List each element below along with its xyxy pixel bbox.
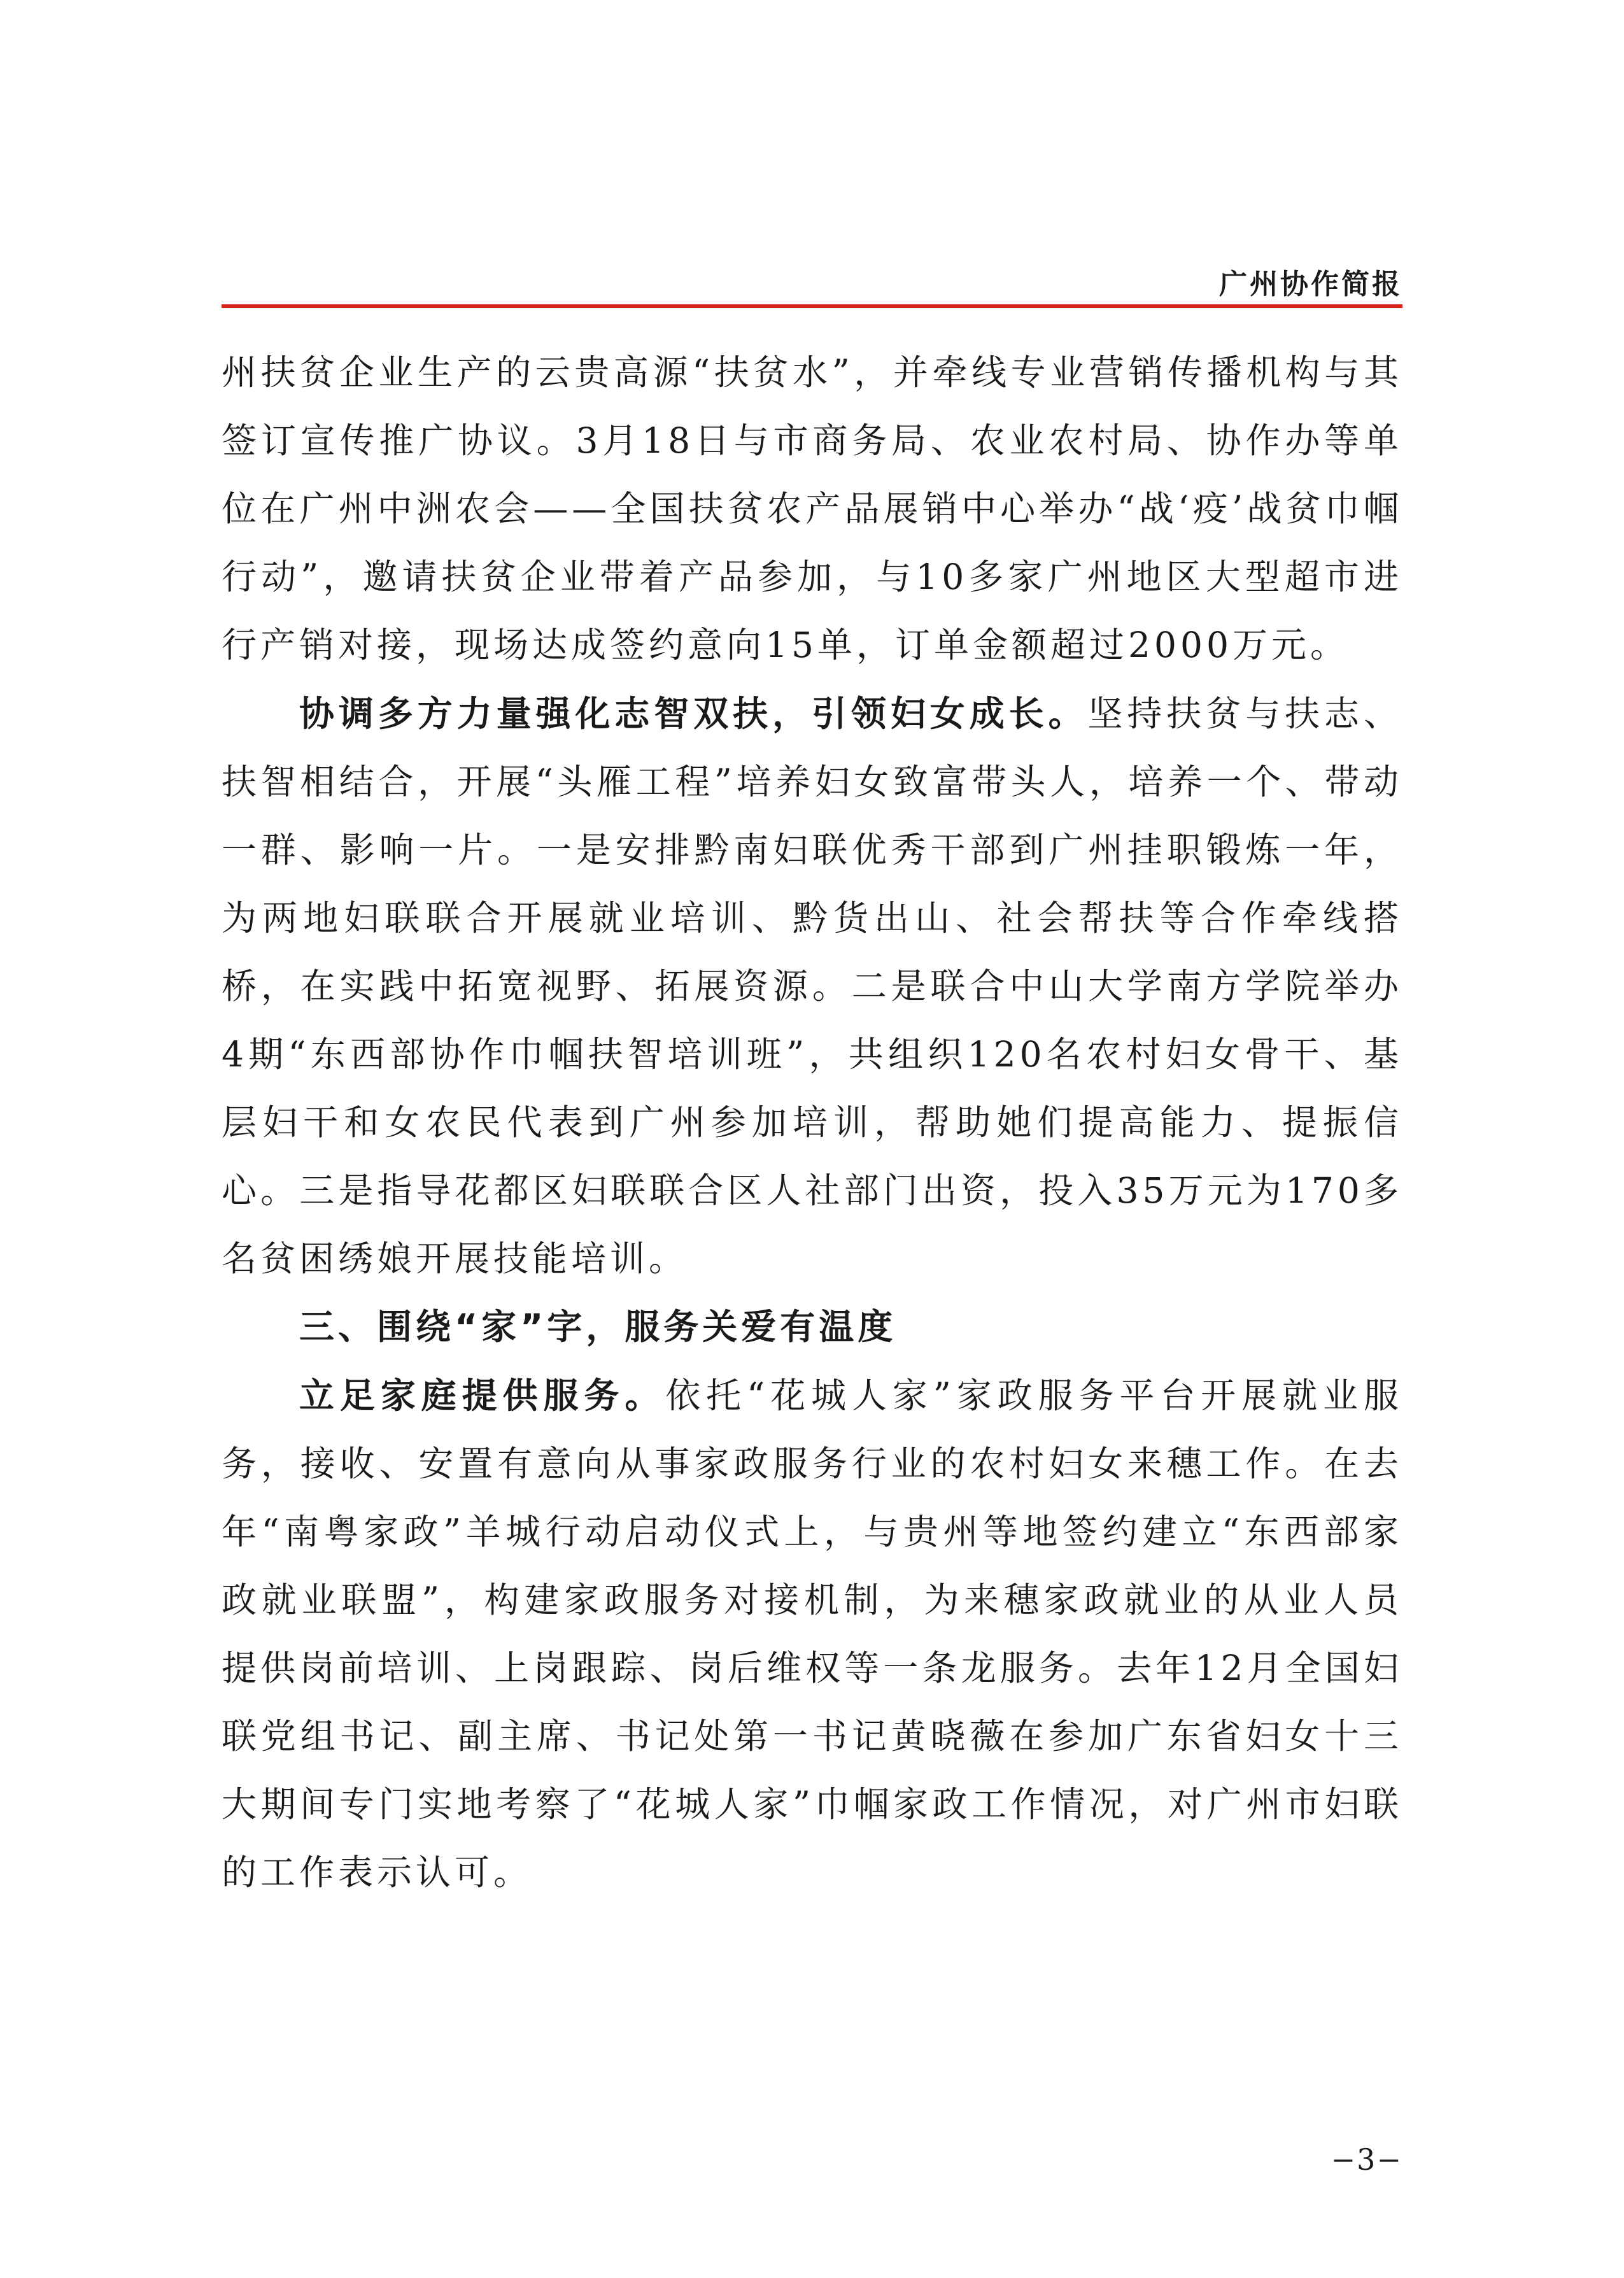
paragraph-family-services	[222, 1361, 1402, 1907]
page-number: −3−	[1331, 2142, 1402, 2177]
paragraph-lead: 立足家庭提供服务。	[299, 1375, 666, 1416]
paragraph-text: 州扶贫企业生产的云贵高源“扶贫水”，并牵线专业营销传播机构与其签订宣传推广协议。3月18日与市商务局、农业农村局、协作办等单位在广州中洲农会——全国扶贫农产品展销中心举办“战‘疫’战贫巾帼行动”，邀请扶贫企业带着产品参加，与10多家广州地区大型超市进行产销对接，现场达成签约意向15单，订单金额超过2000万元。	[222, 352, 1402, 665]
paragraph-text: 依托“花城人家”家政服务平台开展就业服务，接收、安置有意向从事家政服务行业的农村妇女来穗工作。在去年“南粤家政”羊城行动启动仪式上，与贵州等地签约建立“东西部家政就业联盟”，构建家政服务对接机制，为来穗家政就业的从业人员提供岗前培训、上岗跟踪、岗后维权等一条龙服务。去年12月全国妇联党组书记、副主席、书记处第一书记黄晓薇在参加广东省妇女十三大期间专门实地考察了“花城人家”巾帼家政工作情况，对广州市妇联的工作表示认可。	[222, 1375, 1402, 1893]
paragraph-lead: 协调多方力量强化志智双扶，引领妇女成长。	[299, 693, 1088, 734]
header-title: 广州协作简报	[1219, 268, 1402, 301]
paragraph-women-growth	[222, 679, 1402, 1293]
header-divider	[222, 304, 1402, 308]
paragraph-text: 坚持扶贫与扶志、扶智相结合，开展“头雁工程”培养妇女致富带头人，培养一个、带动一群、影响一片。一是安排黔南妇联优秀干部到广州挂职锻炼一年，为两地妇联联合开展就业培训、黔货出山、社会帮扶等合作牵线搭桥，在实践中拓宽视野、拓展资源。二是联合中山大学南方学院举办4期“东西部协作巾帼扶智培训班”，共组织120名农村妇女骨干、基层妇干和女农民代表到广州参加培训，帮助她们提高能力、提振信心。三是指导花都区妇联联合区人社部门出资，投入35万元为170多名贫困绣娘开展技能培训。	[222, 693, 1402, 1279]
paragraph-continued	[222, 339, 1402, 679]
document-body	[222, 339, 1402, 1907]
section-heading: 三、围绕“家”字，服务关爱有温度	[299, 1306, 897, 1347]
